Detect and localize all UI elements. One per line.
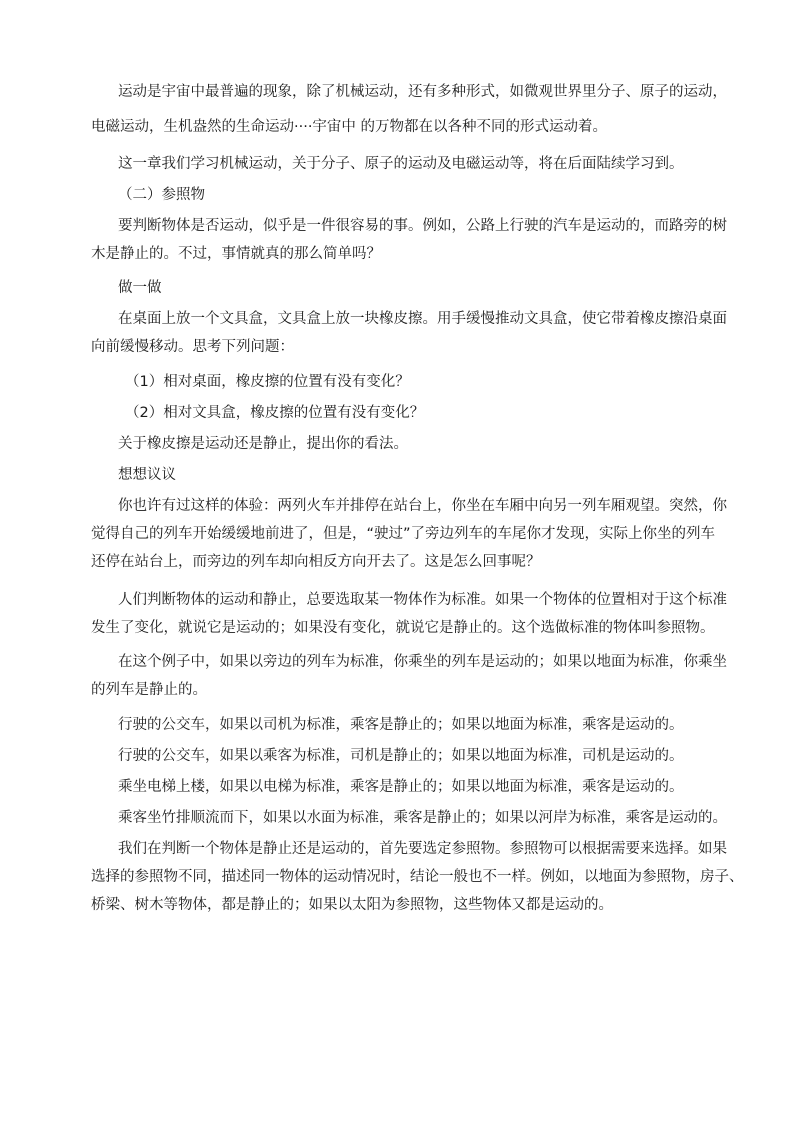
paragraph-bus-passenger bbox=[91, 742, 711, 770]
question-2 bbox=[91, 399, 711, 427]
text-line: 运动是宇宙中最普遍的现象，除了机械运动，还有多种形式，如微观世界里分子、原子的运动， bbox=[118, 84, 727, 100]
paragraph-train-example bbox=[91, 492, 727, 576]
paragraph-example-analysis bbox=[91, 648, 727, 704]
text-line: 做一做 bbox=[118, 280, 162, 296]
paragraph-your-opinion bbox=[91, 430, 711, 458]
text-line: 人们判断物体的运动和静止，总要选取某一物体作为标准。如果一个物体的位置相对于这个标准 bbox=[118, 592, 727, 608]
heading-think-discuss bbox=[91, 461, 711, 489]
text-line: 的列车是静止的。 bbox=[91, 682, 207, 698]
text-line: 乘客坐竹排顺流而下，如果以水面为标准，乘客是静止的；如果以河岸为标准，乘客是运动的。 bbox=[118, 810, 727, 826]
text-line: 行驶的公交车，如果以司机为标准，乘客是静止的；如果以地面为标准，乘客是运动的。 bbox=[118, 717, 684, 733]
text-line: 关于橡皮擦是运动还是静止，提出你的看法。 bbox=[118, 436, 408, 452]
text-line: 电磁运动，生机盎然的生命运动····宇宙中 的万物都在以各种不同的形式运动着。 bbox=[91, 119, 608, 135]
text-line: （二）参照物 bbox=[118, 187, 205, 203]
paragraph-elevator bbox=[91, 773, 711, 801]
text-line: （1）相对桌面，橡皮擦的位置有没有变化？ bbox=[125, 374, 410, 390]
text-line: 我们在判断一个物体是静止还是运动的，首先要选定参照物。参照物可以根据需要来选择。如果 bbox=[118, 841, 727, 857]
text-line: （2）相对文具盒，橡皮擦的位置有没有变化？ bbox=[125, 405, 425, 421]
paragraph-motion-forms bbox=[91, 78, 727, 141]
text-line: 觉得自己的列车开始缓缓地前进了，但是，“驶过”了旁边列车的车尾你才发现，实际上你坐的列车 bbox=[91, 526, 716, 542]
question-1 bbox=[91, 368, 711, 396]
text-line: 行驶的公交车，如果以乘客为标准，司机是静止的；如果以地面为标准，司机是运动的。 bbox=[118, 748, 684, 764]
text-line: 发生了变化，就说它是运动的；如果没有变化，就说它是静止的。这个选做标准的物体叫参照物。 bbox=[91, 620, 715, 636]
text-line: 这一章我们学习机械运动，关于分子、原子的运动及电磁运动等，将在后面陆续学习到。 bbox=[118, 156, 684, 172]
paragraph-judging-motion bbox=[91, 212, 727, 268]
text-line: 在这个例子中，如果以旁边的列车为标准，你乘坐的列车是运动的；如果以地面为标准，你乘坐 bbox=[118, 654, 727, 670]
text-line: 在桌面上放一个文具盒，文具盒上放一块橡皮擦。用手缓慢推动文具盒，使它带着橡皮擦沿桌面 bbox=[118, 311, 727, 327]
paragraph-choose-reference bbox=[91, 835, 744, 919]
heading-try-it bbox=[91, 274, 711, 302]
text-line: 木是静止的。不过，事情就真的那么简单吗？ bbox=[91, 246, 381, 262]
section-heading-reference-object bbox=[91, 181, 711, 209]
text-line: 选择的参照物不同，描述同一物体的运动情况时，结论一般也不一样。例如，以地面为参照物，房子、 bbox=[91, 869, 744, 885]
text-line: 你也许有过这样的体验：两列火车并排停在站台上，你坐在车厢中向另一列车厢观望。突然，你 bbox=[118, 498, 727, 514]
paragraph-bus-driver bbox=[91, 711, 711, 739]
paragraph-experiment bbox=[91, 305, 727, 361]
text-line: 还停在站台上，而旁边的列车却向相反方向开去了。这是怎么回事呢？ bbox=[91, 554, 541, 570]
text-line: 想想议议 bbox=[118, 467, 176, 483]
paragraph-reference-definition bbox=[91, 586, 727, 642]
text-line: 乘坐电梯上楼，如果以电梯为标准，乘客是静止的；如果以地面为标准，乘客是运动的。 bbox=[118, 779, 684, 795]
paragraph-chapter-intro bbox=[91, 150, 711, 178]
text-line: 要判断物体是否运动，似乎是一件很容易的事。例如，公路上行驶的汽车是运动的，而路旁的树 bbox=[118, 218, 727, 234]
text-line: 桥梁、树木等物体，都是静止的；如果以太阳为参照物，这些物体又都是运动的。 bbox=[91, 897, 613, 913]
paragraph-bamboo-raft bbox=[91, 804, 727, 832]
text-line: 向前缓慢移动。思考下列问题： bbox=[91, 339, 294, 355]
